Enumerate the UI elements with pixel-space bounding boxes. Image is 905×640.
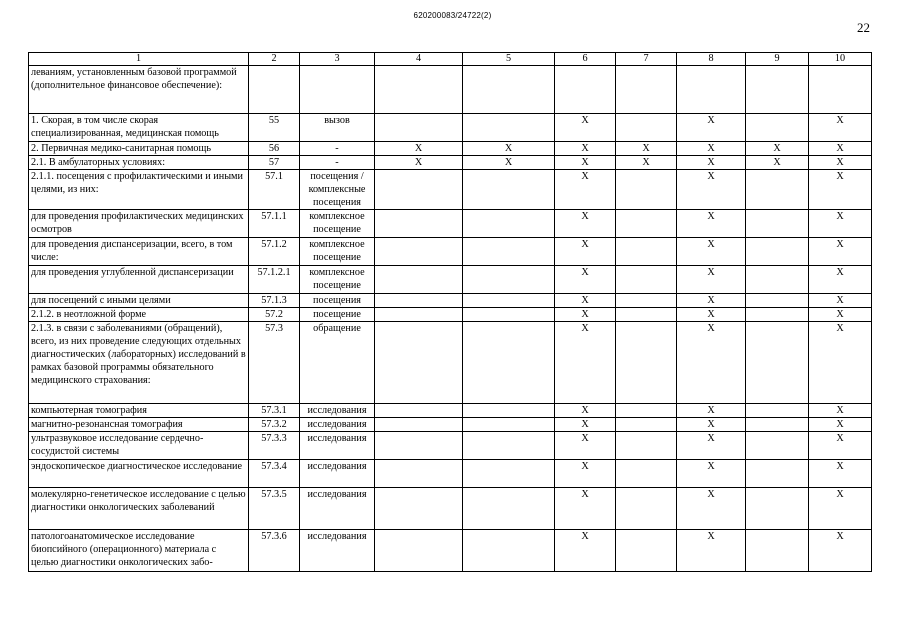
mark-cell: X (809, 266, 872, 294)
mark-cell: X (555, 142, 616, 156)
row-unit: исследования (300, 460, 375, 488)
mark-cell (746, 460, 809, 488)
row-label: для проведения профилактических медицинских осмотров (29, 210, 249, 238)
mark-cell (463, 488, 555, 530)
row-label: магнитно-резонансная томография (29, 418, 249, 432)
row-code: 57.3.5 (249, 488, 300, 530)
table-row (29, 322, 872, 404)
mark-cell (463, 266, 555, 294)
mark-cell (463, 432, 555, 460)
row-unit: посещение (300, 308, 375, 322)
row-code: 57.2 (249, 308, 300, 322)
mark-cell (616, 432, 677, 460)
row-label: 2.1.2. в неотложной форме (29, 308, 249, 322)
row-code: 57.1.2.1 (249, 266, 300, 294)
mark-cell (463, 210, 555, 238)
mark-cell: X (375, 156, 463, 170)
mark-cell: X (677, 114, 746, 142)
mark-cell (375, 114, 463, 142)
mark-cell: X (555, 460, 616, 488)
row-unit: исследования (300, 530, 375, 572)
row-label: 2.1. В амбулаторных условиях: (29, 156, 249, 170)
mark-cell: X (809, 308, 872, 322)
mark-cell (463, 308, 555, 322)
mark-cell: X (677, 266, 746, 294)
mark-cell (375, 460, 463, 488)
row-code: 57.1.3 (249, 294, 300, 308)
mark-cell: X (616, 156, 677, 170)
mark-cell: X (809, 530, 872, 572)
row-unit: исследования (300, 432, 375, 460)
mark-cell (746, 488, 809, 530)
mark-cell: X (555, 266, 616, 294)
mark-cell: X (746, 142, 809, 156)
mark-cell (616, 294, 677, 308)
mark-cell: X (809, 294, 872, 308)
mark-cell: X (555, 170, 616, 210)
mark-cell (746, 238, 809, 266)
mark-cell: X (677, 142, 746, 156)
row-label: молекулярно-генетическое исследование с целью диагностики онкологических заболеваний (29, 488, 249, 530)
mark-cell: X (677, 404, 746, 418)
column-header: 3 (300, 53, 375, 66)
mark-cell (463, 322, 555, 404)
row-label: ультразвуковое исследование сердечно-сосудистой системы (29, 432, 249, 460)
table-row (29, 156, 872, 170)
mark-cell (746, 432, 809, 460)
column-header: 7 (616, 53, 677, 66)
row-label: 2.1.1. посещения с профилактическими и иными целями, из них: (29, 170, 249, 210)
mark-cell: X (677, 322, 746, 404)
mark-cell (463, 460, 555, 488)
column-header: 6 (555, 53, 616, 66)
row-code: 57 (249, 156, 300, 170)
mark-cell (375, 418, 463, 432)
mark-cell (746, 322, 809, 404)
mark-cell: X (677, 530, 746, 572)
mark-cell: X (809, 460, 872, 488)
document-id: 620200083/24722(2) (413, 11, 492, 20)
mark-cell (746, 530, 809, 572)
mark-cell (555, 66, 616, 114)
row-code: 56 (249, 142, 300, 156)
mark-cell (463, 294, 555, 308)
mark-cell: X (809, 238, 872, 266)
mark-cell (746, 404, 809, 418)
mark-cell (809, 66, 872, 114)
mark-cell: X (463, 156, 555, 170)
mark-cell (616, 404, 677, 418)
mark-cell (746, 66, 809, 114)
mark-cell: X (677, 238, 746, 266)
header-row (29, 53, 872, 66)
mark-cell: X (555, 114, 616, 142)
mark-cell (746, 266, 809, 294)
mark-cell: X (677, 170, 746, 210)
row-unit: - (300, 142, 375, 156)
mark-cell: X (677, 294, 746, 308)
mark-cell (616, 308, 677, 322)
mark-cell (746, 114, 809, 142)
mark-cell (463, 418, 555, 432)
mark-cell (375, 322, 463, 404)
mark-cell (463, 238, 555, 266)
row-code: 57.3.1 (249, 404, 300, 418)
mark-cell: X (555, 308, 616, 322)
row-unit: посещения / комплексные посещения (300, 170, 375, 210)
mark-cell (746, 210, 809, 238)
row-label: 1. Скорая, в том числе скорая специализированная, медицинская помощь (29, 114, 249, 142)
row-unit: исследования (300, 418, 375, 432)
mark-cell (616, 322, 677, 404)
row-unit: комплексное посещение (300, 266, 375, 294)
mark-cell: X (677, 156, 746, 170)
table-row (29, 432, 872, 460)
mark-cell: X (677, 308, 746, 322)
mark-cell: X (463, 142, 555, 156)
mark-cell (375, 170, 463, 210)
row-code (249, 66, 300, 114)
mark-cell: X (555, 156, 616, 170)
mark-cell: X (555, 418, 616, 432)
column-header: 10 (809, 53, 872, 66)
row-unit: комплексное посещение (300, 238, 375, 266)
table-row (29, 114, 872, 142)
mark-cell (746, 294, 809, 308)
column-header: 8 (677, 53, 746, 66)
mark-cell (463, 66, 555, 114)
row-unit: - (300, 156, 375, 170)
mark-cell (375, 432, 463, 460)
mark-cell (616, 114, 677, 142)
row-unit: посещения (300, 294, 375, 308)
mark-cell: X (555, 488, 616, 530)
mark-cell: X (809, 210, 872, 238)
column-header: 5 (463, 53, 555, 66)
row-code: 57.3.4 (249, 460, 300, 488)
mark-cell (746, 418, 809, 432)
row-code: 55 (249, 114, 300, 142)
row-code: 57.3.6 (249, 530, 300, 572)
row-code: 57.1.1 (249, 210, 300, 238)
row-code: 57.3.3 (249, 432, 300, 460)
mark-cell (375, 210, 463, 238)
mark-cell: X (555, 294, 616, 308)
mark-cell: X (555, 404, 616, 418)
row-label: 2. Первичная медико-санитарная помощь (29, 142, 249, 156)
mark-cell: X (677, 432, 746, 460)
column-header: 9 (746, 53, 809, 66)
table-row (29, 404, 872, 418)
mark-cell: X (809, 432, 872, 460)
data-table (28, 52, 872, 572)
row-code: 57.3 (249, 322, 300, 404)
mark-cell (463, 170, 555, 210)
column-header: 4 (375, 53, 463, 66)
mark-cell (746, 308, 809, 322)
mark-cell (616, 530, 677, 572)
row-unit: исследования (300, 488, 375, 530)
mark-cell: X (809, 488, 872, 530)
mark-cell (677, 66, 746, 114)
mark-cell: X (809, 142, 872, 156)
table-row (29, 460, 872, 488)
page-number: 22 (857, 20, 870, 35)
mark-cell (463, 114, 555, 142)
mark-cell: X (809, 404, 872, 418)
mark-cell: X (555, 530, 616, 572)
table-row (29, 238, 872, 266)
table-row (29, 530, 872, 572)
row-label: эндоскопическое диагностическое исследование (29, 460, 249, 488)
mark-cell (375, 530, 463, 572)
row-label: для посещений с иными целями (29, 294, 249, 308)
mark-cell: X (677, 418, 746, 432)
row-label: для проведения диспансеризации, всего, в том числе: (29, 238, 249, 266)
mark-cell (375, 308, 463, 322)
row-label: 2.1.3. в связи с заболеваниями (обращений), всего, из них проведение следующих отдельных диагностических (лабораторных) исследований в рамках базовой программы обязательного медицинского страхования: (29, 322, 249, 404)
table-row (29, 170, 872, 210)
table-row (29, 210, 872, 238)
mark-cell (616, 418, 677, 432)
mark-cell: X (677, 210, 746, 238)
mark-cell (616, 66, 677, 114)
table-row (29, 488, 872, 530)
mark-cell (746, 170, 809, 210)
mark-cell: X (555, 238, 616, 266)
row-label: патологоанатомическое исследование биопсийного (операционного) материала с целью диагностики онкологических забо- (29, 530, 249, 572)
mark-cell (616, 266, 677, 294)
row-unit: исследования (300, 404, 375, 418)
mark-cell: X (555, 322, 616, 404)
mark-cell: X (809, 156, 872, 170)
mark-cell (375, 266, 463, 294)
mark-cell (616, 460, 677, 488)
mark-cell (616, 210, 677, 238)
mark-cell: X (746, 156, 809, 170)
row-label: леваниям, установленным базовой программой (дополнительное финансовое обеспечение): (29, 66, 249, 114)
row-unit (300, 66, 375, 114)
mark-cell: X (809, 418, 872, 432)
mark-cell (616, 170, 677, 210)
table-row (29, 266, 872, 294)
mark-cell (375, 488, 463, 530)
mark-cell: X (809, 170, 872, 210)
mark-cell (375, 238, 463, 266)
mark-cell (375, 404, 463, 418)
row-label: компьютерная томография (29, 404, 249, 418)
mark-cell (463, 530, 555, 572)
mark-cell: X (809, 114, 872, 142)
mark-cell: X (375, 142, 463, 156)
table-row (29, 142, 872, 156)
table-row (29, 66, 872, 114)
mark-cell: X (809, 322, 872, 404)
table-row (29, 294, 872, 308)
row-code: 57.1.2 (249, 238, 300, 266)
row-unit: вызов (300, 114, 375, 142)
column-header: 1 (29, 53, 249, 66)
row-code: 57.3.2 (249, 418, 300, 432)
table-row (29, 308, 872, 322)
mark-cell (375, 294, 463, 308)
mark-cell (375, 66, 463, 114)
mark-cell: X (555, 432, 616, 460)
mark-cell: X (616, 142, 677, 156)
row-code: 57.1 (249, 170, 300, 210)
mark-cell: X (677, 488, 746, 530)
mark-cell (616, 488, 677, 530)
row-unit: обращение (300, 322, 375, 404)
row-label: для проведения углубленной диспансеризации (29, 266, 249, 294)
column-header: 2 (249, 53, 300, 66)
table-row (29, 418, 872, 432)
mark-cell: X (555, 210, 616, 238)
mark-cell (616, 238, 677, 266)
mark-cell: X (677, 460, 746, 488)
row-unit: комплексное посещение (300, 210, 375, 238)
mark-cell (463, 404, 555, 418)
